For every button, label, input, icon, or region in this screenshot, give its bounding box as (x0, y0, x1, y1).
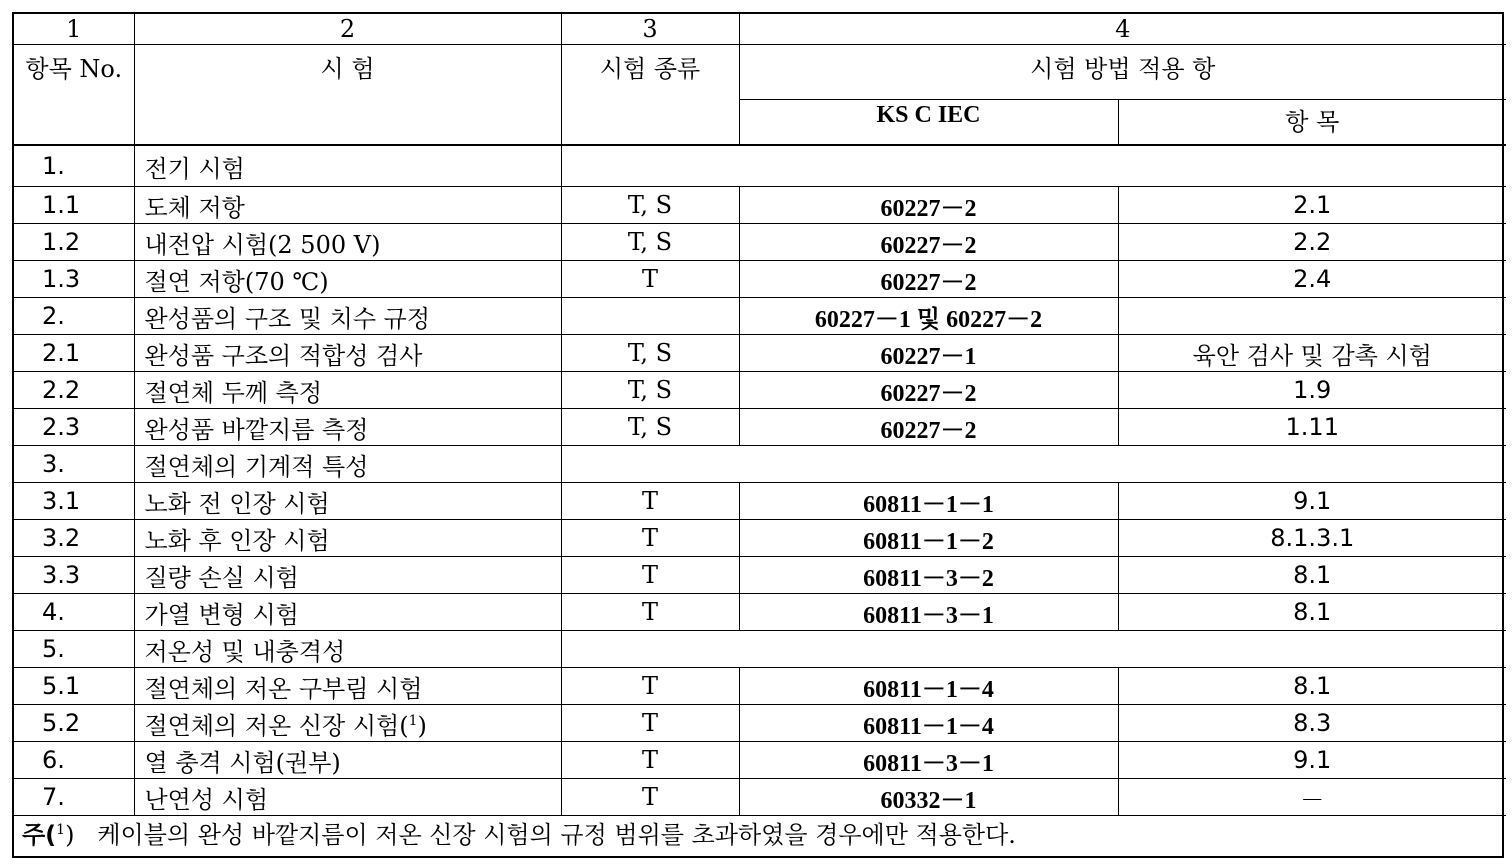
table-row (14, 705, 1506, 742)
row-clause: 8.1.3.1 (1118, 520, 1506, 557)
row-item-no: 5.2 (14, 705, 134, 742)
row-item-no: 4. (14, 594, 134, 631)
row-item-no: 2. (14, 298, 134, 335)
col-number-3: 3 (561, 14, 739, 45)
row-clause: 8.3 (1118, 705, 1506, 742)
row-test-type: T (561, 261, 739, 298)
row-test-name (134, 446, 561, 483)
row-test-type: T (561, 742, 739, 779)
table-row (14, 372, 1506, 409)
footnote-sup: 1 (56, 822, 66, 838)
row-ks-standard: 60811－1－2 (739, 520, 1118, 557)
row-ks-standard: 60811－1－4 (739, 705, 1118, 742)
row-ks-standard: 60227－1 및 60227－2 (739, 298, 1118, 335)
col-number-1: 1 (14, 14, 134, 45)
table-row (14, 145, 1506, 187)
row-test-text: 내전압 시험(2 500 V) (144, 230, 381, 259)
row-test-type: T (561, 483, 739, 520)
row-item-no: 3.3 (14, 557, 134, 594)
header-item-no: 항목 No. (14, 45, 134, 146)
footnote (22, 815, 1016, 850)
header-row-titles (14, 45, 1506, 100)
row-test-name (134, 409, 561, 446)
row-ks-standard: 60227－1 (739, 335, 1118, 372)
row-test-type (561, 298, 739, 335)
row-clause: 2.4 (1118, 261, 1506, 298)
row-test-type: T (561, 520, 739, 557)
row-test-text: 절연체의 저온 구부림 시험 (144, 674, 423, 703)
table-row (14, 631, 1506, 668)
row-test-name (134, 261, 561, 298)
table-row (14, 446, 1506, 483)
row-item-no: 3. (14, 446, 134, 483)
row-item-no: 5.1 (14, 668, 134, 705)
row-test-type: T, S (561, 224, 739, 261)
table-row (14, 187, 1506, 224)
row-ks-standard: 60227－2 (739, 224, 1118, 261)
row-test-name (134, 668, 561, 705)
row-ks-standard: 60811－3－2 (739, 557, 1118, 594)
row-ks-standard: 60811－3－1 (739, 742, 1118, 779)
row-ks-standard: 60811－3－1 (739, 594, 1118, 631)
row-test-text: 저온성 및 내충격성 (144, 637, 346, 666)
row-test-tail: ) (417, 711, 427, 740)
row-test-name (134, 187, 561, 224)
row-test-name (134, 557, 561, 594)
row-item-no: 5. (14, 631, 134, 668)
table-row (14, 742, 1506, 779)
row-test-type: T, S (561, 187, 739, 224)
row-test-type: T (561, 594, 739, 631)
table-row (14, 224, 1506, 261)
row-test-text: 가열 변형 시험 (144, 600, 299, 629)
table-row (14, 335, 1506, 372)
row-empty-span (561, 446, 1506, 483)
row-test-name (134, 742, 561, 779)
table-row (14, 298, 1506, 335)
header-test-type: 시험 종류 (561, 45, 739, 146)
row-test-name (134, 631, 561, 668)
row-item-no: 2.1 (14, 335, 134, 372)
test-table (14, 14, 1506, 816)
row-clause: 1.11 (1118, 409, 1506, 446)
table-row (14, 594, 1506, 631)
table-row (14, 483, 1506, 520)
row-ks-standard: 60227－2 (739, 372, 1118, 409)
row-test-text: 절연체의 기계적 특성 (144, 452, 369, 481)
row-clause: 2.2 (1118, 224, 1506, 261)
row-test-name (134, 224, 561, 261)
row-test-text: 노화 후 인장 시험 (144, 526, 330, 555)
row-clause: 8.1 (1118, 594, 1506, 631)
row-item-no: 3.1 (14, 483, 134, 520)
row-item-no: 7. (14, 779, 134, 816)
row-clause: 1.9 (1118, 372, 1506, 409)
row-clause (1118, 298, 1506, 335)
col-number-2: 2 (134, 14, 561, 45)
row-clause: － (1118, 779, 1506, 816)
footnote-text: 케이블의 완성 바깥지름이 저온 신장 시험의 규정 범위를 초과하였을 경우에만 적용한다. (97, 821, 1016, 849)
row-test-name (134, 335, 561, 372)
row-test-type: T, S (561, 409, 739, 446)
row-ks-standard: 60332－1 (739, 779, 1118, 816)
row-test-text: 절연체의 저온 신장 시험( (144, 711, 409, 740)
row-test-type: T (561, 668, 739, 705)
row-test-type: T, S (561, 335, 739, 372)
row-test-type: T (561, 557, 739, 594)
row-test-name (134, 779, 561, 816)
row-item-no: 1.2 (14, 224, 134, 261)
row-test-text: 전기 시험 (144, 154, 245, 183)
row-test-name (134, 594, 561, 631)
header-ks: KS C IEC (739, 100, 1118, 146)
table-row (14, 261, 1506, 298)
row-test-sup: 1 (408, 712, 418, 729)
header-clause: 항 목 (1118, 100, 1506, 146)
header-test: 시 험 (134, 45, 561, 146)
row-test-text: 노화 전 인장 시험 (144, 489, 330, 518)
row-test-type: T (561, 779, 739, 816)
table-row (14, 557, 1506, 594)
row-test-name (134, 145, 561, 187)
row-test-type: T (561, 705, 739, 742)
row-test-type: T, S (561, 372, 739, 409)
footnote-prefix: 주( (22, 821, 57, 849)
row-test-text: 완성품 구조의 적합성 검사 (144, 341, 423, 370)
row-item-no: 1.1 (14, 187, 134, 224)
header-row-numbers (14, 14, 1506, 45)
table-row (14, 409, 1506, 446)
row-test-text: 도체 저항 (144, 193, 245, 222)
row-ks-standard: 60227－2 (739, 187, 1118, 224)
row-item-no: 1. (14, 145, 134, 187)
row-test-text: 절연 저항(70 ℃) (144, 267, 329, 296)
row-item-no: 1.3 (14, 261, 134, 298)
test-table-container (12, 12, 1504, 858)
table-row (14, 520, 1506, 557)
row-clause: 8.1 (1118, 668, 1506, 705)
row-test-text: 완성품 바깥지름 측정 (144, 415, 369, 444)
row-item-no: 6. (14, 742, 134, 779)
row-item-no: 2.3 (14, 409, 134, 446)
row-empty-span (561, 145, 1506, 187)
row-test-text: 질량 손실 시험 (144, 563, 299, 592)
row-item-no: 2.2 (14, 372, 134, 409)
row-ks-standard: 60227－2 (739, 409, 1118, 446)
row-test-name (134, 520, 561, 557)
footnote-suffix: ) (65, 821, 75, 849)
row-test-name (134, 372, 561, 409)
table-row (14, 668, 1506, 705)
row-clause: 8.1 (1118, 557, 1506, 594)
row-clause: 육안 검사 및 감촉 시험 (1118, 335, 1506, 372)
row-test-name (134, 705, 561, 742)
row-ks-standard: 60811－1－1 (739, 483, 1118, 520)
row-test-name (134, 298, 561, 335)
row-item-no: 3.2 (14, 520, 134, 557)
header-method: 시험 방법 적용 항 (739, 45, 1506, 100)
col-number-4: 4 (739, 14, 1506, 45)
row-empty-span (561, 631, 1506, 668)
row-clause: 9.1 (1118, 742, 1506, 779)
row-test-text: 난연성 시험 (144, 785, 269, 814)
row-test-text: 열 충격 시험(권부) (144, 748, 341, 777)
row-ks-standard: 60811－1－4 (739, 668, 1118, 705)
row-test-text: 완성품의 구조 및 치수 규정 (144, 304, 431, 333)
row-clause: 2.1 (1118, 187, 1506, 224)
row-clause: 9.1 (1118, 483, 1506, 520)
row-ks-standard: 60227－2 (739, 261, 1118, 298)
row-test-name (134, 483, 561, 520)
row-test-text: 절연체 두께 측정 (144, 378, 323, 407)
table-row (14, 779, 1506, 816)
